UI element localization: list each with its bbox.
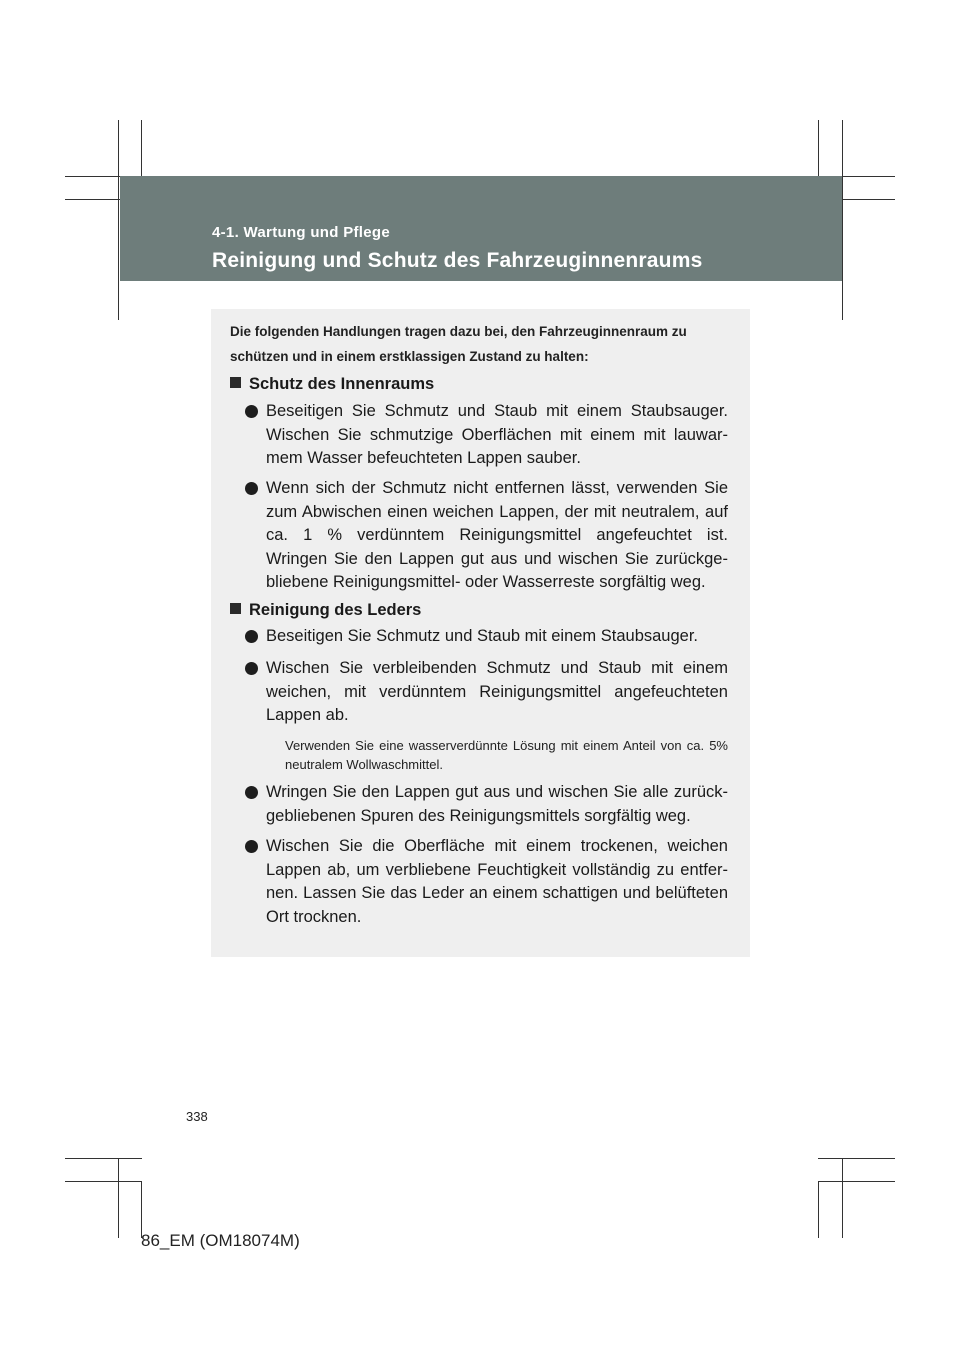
crop-mark [65, 199, 120, 200]
list-item-text: Wischen Sie die Oberfläche mit einem trockenen, weichen Lappen ab, um verbliebene Feuchtigkeit vollständig zu entfernen. Lassen Sie das Leder an einem schattigen und belüfteten Ort trocknen. [266, 837, 728, 926]
section-heading-leather [230, 601, 421, 620]
crop-mark [65, 176, 120, 177]
crop-mark [141, 1181, 142, 1238]
section-heading-interior [230, 375, 434, 394]
crop-mark [842, 120, 843, 320]
crop-mark [818, 1181, 819, 1238]
crop-mark [842, 199, 895, 200]
bullet-dot-icon [245, 405, 258, 418]
crop-mark [842, 1158, 843, 1238]
crop-mark [65, 1158, 142, 1159]
crop-mark [65, 1181, 142, 1182]
crop-mark [818, 1158, 895, 1159]
crop-mark [141, 120, 142, 176]
content-panel [211, 309, 750, 957]
section-label: 4-1. Wartung und Pflege [212, 224, 391, 241]
page-number: 338 [186, 1109, 208, 1124]
list-item [245, 781, 728, 828]
crop-mark [118, 120, 119, 320]
intro-text: Die folgenden Handlungen tragen dazu bei, den Fahrzeuginnenraum zu schützen und in einem erstklassigen Zustand zu halten: [230, 324, 687, 364]
crop-mark [818, 1181, 895, 1182]
list-item-text: Beseitigen Sie Schmutz und Staub mit einem Staubsauger. Wischen Sie schmutzige Oberflächen mit einem mit lauwarmem Wasser befeuchteten Lappen sauber. [266, 402, 728, 467]
document-code: 86_EM (OM18074M) [141, 1231, 300, 1250]
bullet-dot-icon [245, 662, 258, 675]
square-bullet-icon [230, 603, 241, 614]
bullet-dot-icon [245, 630, 258, 643]
list-item [245, 835, 728, 929]
list-item-text: Wischen Sie verbleibenden Schmutz und Staub mit einem weichen, mit verdünntem Reinigungsmittel angefeuchteten Lappen ab. [266, 659, 728, 724]
chapter-header [120, 176, 842, 281]
crop-mark [818, 120, 819, 176]
list-item [245, 477, 728, 595]
list-item [245, 657, 728, 728]
note-text: Verwenden Sie eine wasserverdünnte Lösung mit einem Anteil von ca. 5% neutralem Wollwaschmittel. [285, 738, 728, 772]
section-heading-label: Schutz des Innenraums [249, 375, 435, 393]
crop-mark [842, 176, 895, 177]
bullet-dot-icon [245, 786, 258, 799]
bullet-dot-icon [245, 482, 258, 495]
list-item [245, 400, 728, 471]
section-heading-label: Reinigung des Leders [249, 601, 422, 619]
list-item-text: Beseitigen Sie Schmutz und Staub mit einem Staubsauger. [266, 627, 699, 645]
list-item [245, 625, 728, 649]
bullet-dot-icon [245, 840, 258, 853]
list-item-text: Wringen Sie den Lappen gut aus und wischen Sie alle zurückgebliebenen Spuren des Reinigungsmittels sorgfältig weg. [266, 783, 728, 825]
crop-mark [118, 1158, 119, 1238]
list-item-text: Wenn sich der Schmutz nicht entfernen lässt, verwenden Sie zum Abwischen einen weichen Lappen, der mit neutralem, auf ca. 1 % verdünntem Reinigungsmittel angefeuchtet ist. Wringen Sie den Lappen gut aus und wischen Sie zurückgebliebene Reinigungsmittel- oder Wasserreste sorgfältig weg. [266, 479, 728, 591]
page-title: Reinigung und Schutz des Fahrzeuginnenraums [212, 249, 703, 272]
square-bullet-icon [230, 377, 241, 388]
